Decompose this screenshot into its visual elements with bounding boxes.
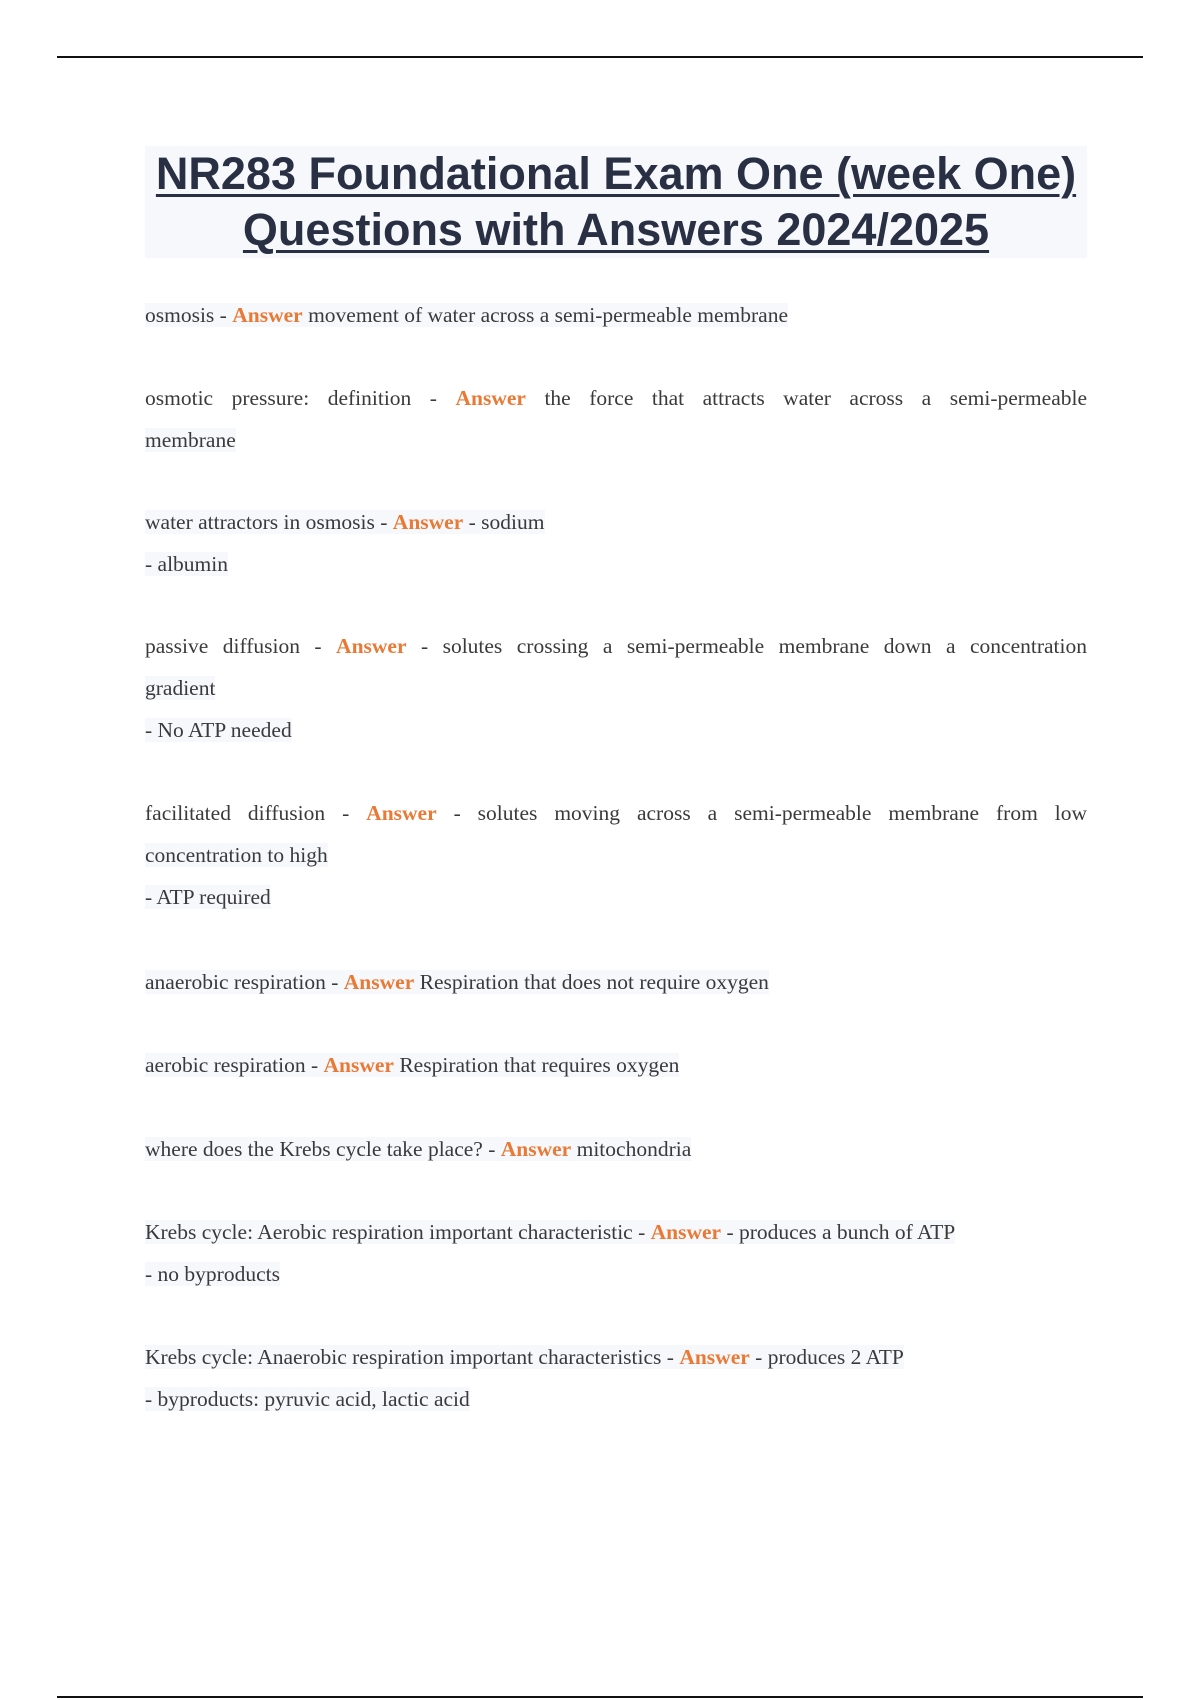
entry-line — [145, 294, 1087, 336]
entry-answer: - produces 2 ATP — [749, 1345, 904, 1369]
qa-entry — [145, 1336, 1087, 1420]
entry-term: osmosis - — [145, 303, 233, 327]
top-rule — [57, 56, 1143, 58]
answer-label: Answer — [679, 1345, 750, 1369]
entry-continuation: - No ATP needed — [145, 718, 292, 742]
qa-entry — [145, 1128, 1087, 1170]
entry-term: facilitated diffusion - — [145, 801, 367, 825]
entry-line — [145, 709, 1087, 751]
qa-entry — [145, 1211, 1087, 1295]
entry-answer: - produces a bunch of ATP — [721, 1220, 956, 1244]
entry-line — [145, 377, 1087, 419]
entry-line — [145, 543, 1087, 585]
entry-answer: Respiration that requires oxygen — [393, 1053, 680, 1077]
entry-line — [145, 1128, 1087, 1170]
answer-label: Answer — [650, 1220, 722, 1244]
entry-term: anaerobic respiration - — [145, 970, 344, 994]
entry-continuation: - albumin — [145, 552, 228, 576]
answer-label: Answer — [323, 1053, 394, 1077]
entry-continuation: gradient — [145, 676, 216, 700]
qa-entry — [145, 501, 1087, 585]
answer-label: Answer — [232, 303, 303, 327]
entry-line — [145, 792, 1087, 834]
entry-continuation: - byproducts: pyruvic acid, lactic acid — [145, 1387, 470, 1411]
entry-answer: movement of water across a semi-permeable membrane — [302, 303, 789, 327]
qa-entry — [145, 377, 1087, 461]
title-box — [145, 146, 1087, 258]
document-title: NR283 Foundational Exam One (week One) Questions with Answers 2024/2025 — [155, 148, 1077, 255]
entry-answer: Respiration that does not require oxygen — [414, 970, 769, 994]
qa-entry — [145, 625, 1087, 751]
entry-continuation: - ATP required — [145, 885, 271, 909]
entry-line — [145, 1253, 1087, 1295]
document-body — [145, 294, 1087, 1420]
qa-entry — [145, 294, 1087, 336]
answer-label: Answer — [392, 510, 464, 534]
entry-continuation: membrane — [145, 428, 236, 452]
entry-answer: the force that attracts water across a semi-permeable — [525, 386, 1088, 410]
entry-line — [145, 1378, 1087, 1420]
entry-line — [145, 667, 1087, 709]
entry-line — [145, 501, 1087, 543]
entry-continuation: - no byproducts — [145, 1262, 280, 1286]
answer-label: Answer — [366, 801, 437, 825]
entry-answer: - solutes crossing a semi-permeable membrane down a concentration — [406, 634, 1087, 658]
answer-label: Answer — [343, 970, 415, 994]
entry-line — [145, 834, 1087, 876]
answer-label: Answer — [336, 634, 407, 658]
entry-term: water attractors in osmosis - — [145, 510, 393, 534]
entry-term: where does the Krebs cycle take place? - — [145, 1137, 501, 1161]
entry-term: Krebs cycle: Aerobic respiration important characteristic - — [145, 1220, 651, 1244]
qa-entry — [145, 1044, 1087, 1086]
entry-line — [145, 1336, 1087, 1378]
entry-line — [145, 625, 1087, 667]
answer-label: Answer — [500, 1137, 572, 1161]
entry-answer: - solutes moving across a semi-permeable membrane from low — [436, 801, 1087, 825]
bottom-rule — [57, 1696, 1143, 1698]
entry-answer: mitochondria — [571, 1137, 692, 1161]
answer-label: Answer — [455, 386, 526, 410]
qa-entry — [145, 792, 1087, 918]
entry-answer: - sodium — [463, 510, 545, 534]
entry-term: aerobic respiration - — [145, 1053, 324, 1077]
entry-term: passive diffusion - — [145, 634, 337, 658]
entry-line — [145, 1211, 1087, 1253]
entry-term: osmotic pressure: definition - — [145, 386, 456, 410]
entry-continuation: concentration to high — [145, 843, 328, 867]
entry-line — [145, 1044, 1087, 1086]
entry-term: Krebs cycle: Anaerobic respiration important characteristics - — [145, 1345, 680, 1369]
entry-line — [145, 961, 1087, 1003]
qa-entry — [145, 961, 1087, 1003]
entry-line — [145, 876, 1087, 918]
entry-line — [145, 419, 1087, 461]
